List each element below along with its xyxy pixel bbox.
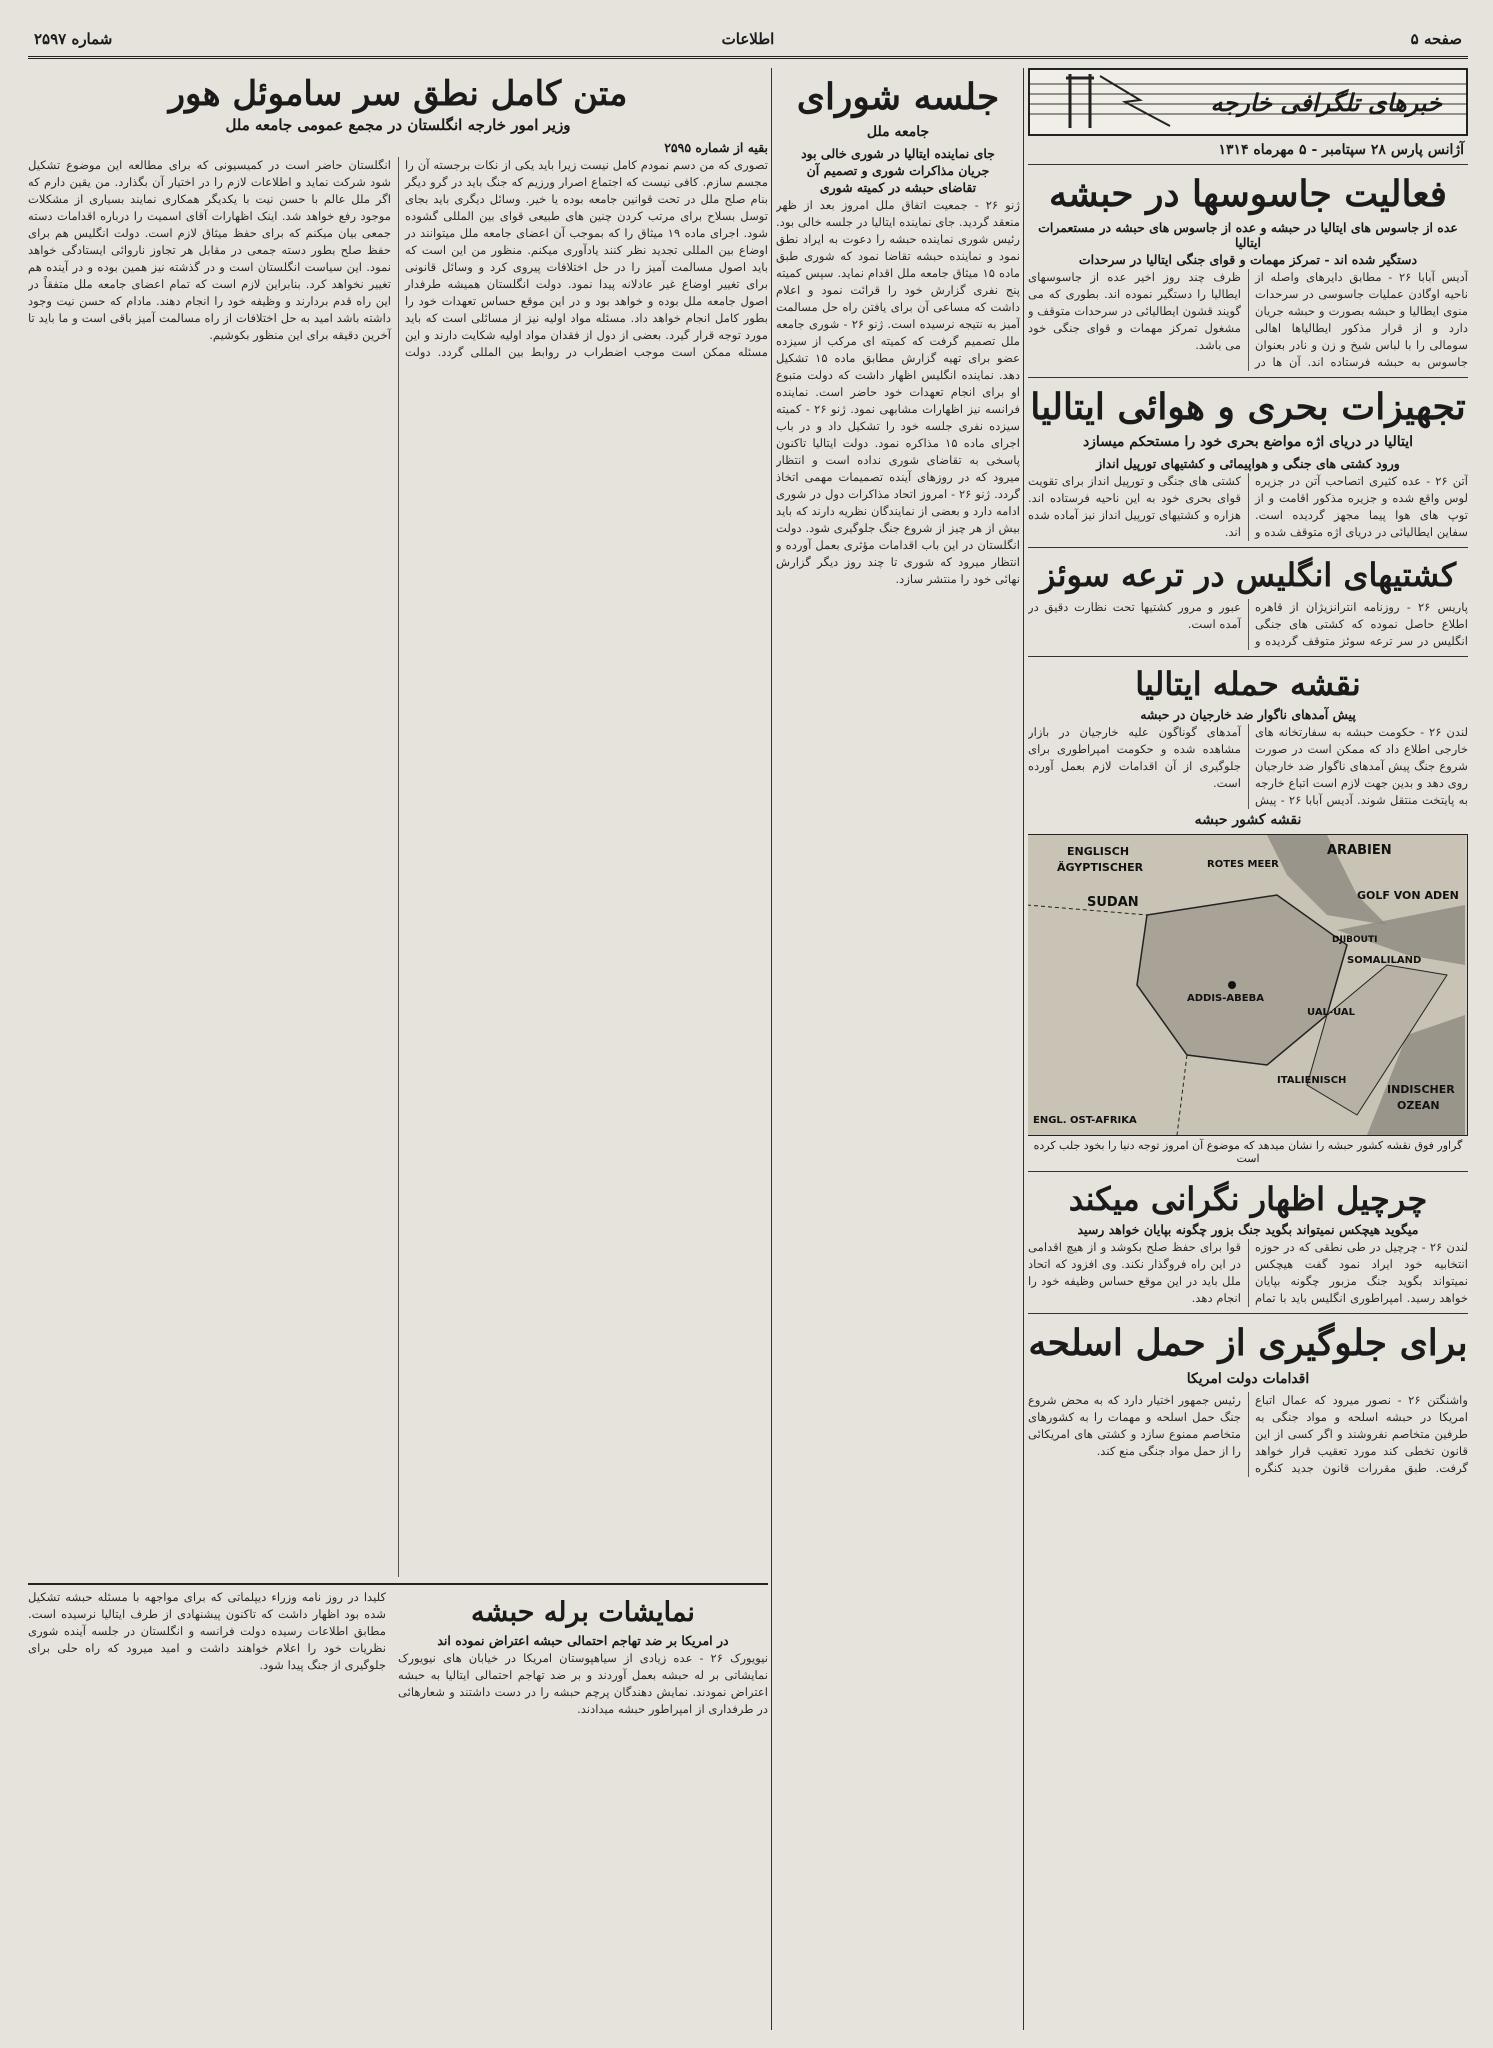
map-label: ADDIS-ABEBA (1187, 992, 1264, 1004)
article-churchill-body: لندن ۲۶ - چرچیل در طی نطقی که در حوزه انتخابیه خود ایراد نمود گفت هیچکس نمیتواند بگوید جنگ مزبور چگونه بپایان خواهد رسید. امپراطوری انگلیس باید با تمام قوا برای حفظ صلح بکوشد و از هیچ اقدامی در این راه فروگذار نکند. وی افزود که اتحاد ملل باید در این موقع حساس وظیفه خود را انجام دهد. (1028, 1240, 1468, 1306)
headline-arms: برای جلوگیری از حمل اسلحه (1028, 1322, 1468, 1365)
subhead-council-2: جریان مذاکرات شوری و تصمیم آن (806, 163, 990, 179)
article-bottom-left-body: کلیدا در روز نامه وزراء دیپلماتی که برای مواجهه با مسئله حبشه تشکیل شده بود اظهار داشت که تاکنون پیشنهادی از طرف ایتالیا نرسیده است. مطابق اطلاعات رسیده دولت فرانسه و انگلستان در جلسه آینده شوری نظریات خود را اعلام خواهند داشت و امید میرود که راه حلی برای جلوگیری از جنگ پیدا شود. (28, 1590, 386, 1672)
headline-spies: فعالیت جاسوسها در حبشه (1049, 173, 1447, 215)
map-label: GOLF VON ADEN (1357, 888, 1459, 902)
map-label: SUDAN (1087, 894, 1139, 910)
article-demonstrations-body: نیویورک ۲۶ - عده زیادی از سیاهپوستان امریکا در خیابان های نیویورک نمایشاتی بر له حبشه بعمل آوردند و بر ضد تهاجم احتمالی ایتالیا به حبشه اعتراض نمودند. نمایش دهندگان پرچم حبشه را در دست داشتند و شعارهائی در طرفداری از امپراطور حبشه میدادند. (398, 1651, 768, 1717)
hoare-speech-column (28, 68, 768, 2030)
column-rule (1023, 68, 1024, 2030)
map-caption: گراور فوق نقشه کشور حبشه را نشان میدهد که موضوع آن امروز توجه دنیا را بخود جلب کرده است (1033, 1138, 1463, 1165)
league-council-column (776, 68, 1020, 2030)
map-label: ÄGYPTISCHER (1057, 860, 1144, 874)
column-rule (771, 68, 772, 2030)
headline-churchill: چرچیل اظهار نگرانی میکند (1068, 1179, 1428, 1218)
foreign-news-column (1028, 68, 1468, 2030)
map-label: SOMALILAND (1347, 954, 1422, 966)
bottom-left-article (28, 1589, 386, 1674)
subhead-arms: اقدامات دولت امریکا (1186, 1370, 1310, 1387)
subhead-naval-2: ورود کشتی های جنگی و هواپیمائی و کشتیهای تورپیل انداز (1096, 456, 1400, 472)
article-naval-body: آتن ۲۶ - عده کثیری اتصاحب آتن در جزیره لوس واقع شده و جزیره مذکور اقامت و از توپ های هوا پیما مجهز گردیده است. سفاین ایطالیائی در دریای اژه متوقف شده و کشتی های جنگی و تورپیل انداز برای تقویت قوای بحری خود به این ناحیه فرستاده اند. هزاره و کشتیهای تورپیل انداز نیز آماده شده اند. (1028, 474, 1468, 540)
article-spies-body: آدیس آبابا ۲۶ - مطابق دایرهای واصله از ناحیه اوگادن عملیات جاسوسی در سرحدات منوی ایطالیا و حبشه بصورت و حبشه جریان دارد و از قرار مذکور ایطالیاها اهالی سومالی را با لباس شیخ و زن و نادر بعنوان جاسوس به حبشه فرستاده اند. آن ها در ظرف چند روز اخیر عده از جاسوسهای ایطالیا را دستگیر نموده اند. بطوری که می گویند قشون ایطالیائی در سرحدات متوقف و مشغول تمرکز مهمات و قوای جنگی خود می باشد. (1028, 270, 1468, 370)
continued-note: بقیه از شماره ۲۵۹۵ (664, 140, 768, 155)
subhead-naval-1: ایتالیا در دریای اژه مواضع بحری خود را مستحکم میسازد (1082, 434, 1414, 451)
map-label: ENGL. OST-AFRIKA (1033, 1114, 1137, 1126)
headline-hoare-speech: متن کامل نطق سر ساموئل هور (168, 74, 628, 114)
paper-name: اطلاعات (721, 30, 775, 48)
article-attack-body: لندن ۲۶ - حکومت حبشه به سفارتخانه های خارجی اطلاع داد که ممکن است در صورت شروع جنگ پیش آمدهای ناگوار ضد خارجیان روی دهد و بدین جهت لازم است اتباع خارجه به پایتخت منتقل شوند. آدیس آبابا ۲۶ - پیش آمدهای گوناگون علیه خارجیان در بازار مشاهده شده و حکومت امپراطوری برای جلوگیری از آن اقدامات لازم بعمل آورده است. (1028, 725, 1468, 808)
newspaper-page (28, 22, 1468, 2030)
ethiopia-map (1028, 834, 1468, 1136)
masthead (28, 22, 1468, 59)
subhead-attack-plan: پیش آمدهای ناگوار ضد خارجیان در حبشه (1140, 707, 1356, 723)
telegraph-banner (1028, 68, 1468, 136)
article-council-body: ژنو ۲۶ - جمعیت اتفاق ملل امروز بعد از ظهر منعقد گردید. جای نماینده ایتالیا در جلسه خالی بود. رئیس شوری نماینده حبشه را دعوت به ایراد نطق نمود و نماینده حبشه تقاضا نمود که شوری طبق ماده ۱۵ میثاق جامعه ملل اقدام نماید. سپس کمیته پنج نفری گزارش خود را قرائت نمود و اعلام داشت که مساعی آن برای یافتن راه حل مسالمت آمیز به نتیجه نرسیده است. ژنو ۲۶ - شوری جامعه ملل تصمیم گرفت که کمیته ای مرکب از سیزده عضو برای تهیه گزارش مطابق ماده ۱۵ تشکیل دهد. نماینده انگلیس اظهار داشت که دولت متبوع او برای انجام تعهدات خود حاضر است. نماینده فرانسه نیز اظهارات مشابهی نمود. ژنو ۲۶ - کمیته سیزده نفری جلسه خود را تشکیل داد و در باب اجرای ماده ۱۵ مذاکره نمود. دولت ایتالیا تاکنون پاسخی به تقاضای شوری نداده است و انتظار میرود که در روزهای آینده تصمیمات مهمی اتخاذ گردد. ژنو ۲۶ - امروز اتحاد مذاکرات دول در شوری ادامه دارد و بعضی از نمایندگان نظریه دارند که باید بیش از هر چیز از شروع جنگ جلوگیری شود. دولت انگلستان در این باب اقدامات مؤثری بعمل آورده و انتظار میرود که شوری تا چند روز دیگر گزارش نهائی خود را منتشر سازد. (776, 198, 1020, 587)
subhead-league: جامعه ملل (866, 124, 930, 141)
page-number: صفحه ۵ (1410, 30, 1462, 48)
subhead-council-3: تقاضای حبشه در کمیته شوری (819, 180, 977, 196)
subhead-council-1: جای نماینده ایتالیا در شوری خالی بود (801, 146, 995, 162)
subhead-spies-1: عده از جاسوس های ایتالیا در حبشه و عده از جاسوس های حبشه در مستعمرات ایتالیا (1038, 220, 1458, 251)
map-label: DJIBOUTI (1332, 934, 1378, 945)
subhead-hoare-speech: وزیر امور خارجه انگلستان در مجمع عمومی جامعه ملل (225, 116, 571, 134)
map-label: INDISCHER (1387, 1082, 1455, 1096)
map-title: نقشه کشور حبشه (1194, 812, 1302, 829)
article-arms-body: واشنگتن ۲۶ - نصور میرود که عمال اتباع امریکا در حبشه اسلحه و مواد جنگی به طرفین متخاصم نفروشند و اگر کسی از این قانون تخطی کند مورد تعقیب قرار خواهد گرفت. طبق مقررات قانون جدید کنگره رئیس جمهور اختیار دارد که به محض شروع جنگ حمل اسلحه و مهمات را به کشورهای متخاصم ممنوع سازد و کشتی های امریکائی را از حمل مواد جنگی منع کند. (1028, 1393, 1468, 1476)
dateline: آژانس پارس ۲۸ سپتامبر - ۵ مهرماه ۱۳۱۴ (1028, 136, 1468, 165)
article-suez-body: پاریس ۲۶ - روزنامه انترانزیژان از قاهره اطلاع حاصل نموده که کشتی های جنگی انگلیس در سر ترعه سوئز متوقف گردیده و عبور و مرور کشتیها تحت نظارت دقیق در آمده است. (1028, 599, 1468, 648)
map-label: ITALIENISCH (1277, 1074, 1347, 1086)
subhead-demonstrations: در امریکا بر ضد تهاجم احتمالی حبشه اعتراض نموده اند (437, 1633, 729, 1649)
bottom-section (28, 1583, 768, 1717)
article-hoare-body: تصوری که من دسم نمودم کامل نیست زیرا باید یکی از نکات برجسته آن را مجسم سازم. کافی نیست که اجتماع اصرار ورزیم که جنگ باید در گرو دیگر بنام صلح ملل در تحت قوانین جامعه بوده یا خیر. وسائل دیگری باید بجای توسل بسلاح برای مرتب کردن چنین های طبیعی قوای بین المللی گشوده شود. اجرای ماده ۱۹ میثاق را که بموجب آن اعضای جامعه ملل میتوانند در اوضاع بین المللی تجدید نظر کنند یادآوری میکنم. منظور من این است که باید اصول مسالمت آمیز را در حل اختلافات پیروی کرد و وسائل قانونی برای تغییر اوضاع غیر عادلانه پیدا نمود. دولت انگلستان همیشه طرفدار اصول جامعه ملل بوده و خواهد بود و در این موقع حساس تعهدات خود را بطور کامل انجام خواهد داد. مسئله مواد اولیه نیز از مسائلی است که باید مورد توجه قرار گیرد. بعضی از دول از فقدان مواد اولیه شکایت دارند و این مسئله ممکن است موجب اضطراب در روابط بین المللی گردد. دولت انگلستان حاضر است در کمیسیونی که برای مطالعه این موضوع تشکیل شود شرکت نماید و اطلاعات لازم را در اختیار آن بگذارد. من یقین دارم که اگر ملل عالم با حسن نیت با یکدیگر همکاری نمایند بسیاری از مشکلات موجود رفع خواهد شد. اینک اظهارات آقای اسمیت را درباره اقدامات دسته جمعی بیان میکنم که برای حفظ میثاق لازم است. دولت انگلیس هم برای حفظ صلح بطور دسته جمعی در مقابل هر تجاوز ناروائی ایستادگی خواهد نمود. این سیاست انگلستان است و در گذشته نیز همین بوده و در آینده هم تغییر نخواهد کرد. بنابراین لازم است که تمام اعضای جامعه ملل متفقاً در این راه قدم بردارند و وظیفه خود را انجام دهند. مادام که حسن نیت وجود داشته باشد امید به حل اختلافات از راه مسالمت آمیز باقی است و ما باید تا آخرین دقیقه برای این منظور بکوشیم. (28, 158, 768, 359)
demonstrations-article (398, 1589, 768, 1718)
map-label: ARABIEN (1327, 842, 1392, 858)
map-label: OZEAN (1397, 1098, 1440, 1112)
map-label: ENGLISCH (1067, 844, 1130, 858)
headline-council: جلسه شورای (796, 76, 1000, 118)
headline-suez: کشتیهای انگلیس در ترعه سوئز (1039, 556, 1457, 595)
map-label: ROTES MEER (1207, 858, 1279, 870)
issue-number: شماره ۲۵۹۷ (34, 30, 113, 48)
banner-title: خبرهای تلگرافی خارجه (1210, 88, 1442, 117)
headline-italy-naval: تجهیزات بحری و هوائی ایتالیا (1030, 386, 1466, 429)
headline-attack-plan: نقشه حمله ایتالیا (1135, 664, 1361, 703)
subhead-spies-2: دستگیر شده اند - تمرکز مهمات و قوای جنگی ایتالیا در سرحدات (1078, 252, 1418, 268)
headline-demonstrations: نمایشات برله حبشه (471, 1597, 695, 1628)
map-label: UAL-UAL (1307, 1006, 1355, 1018)
subhead-churchill: میگوید هیچکس نمیتواند بگوید جنگ بزور چگونه بپایان خواهد رسید (1077, 1222, 1419, 1238)
